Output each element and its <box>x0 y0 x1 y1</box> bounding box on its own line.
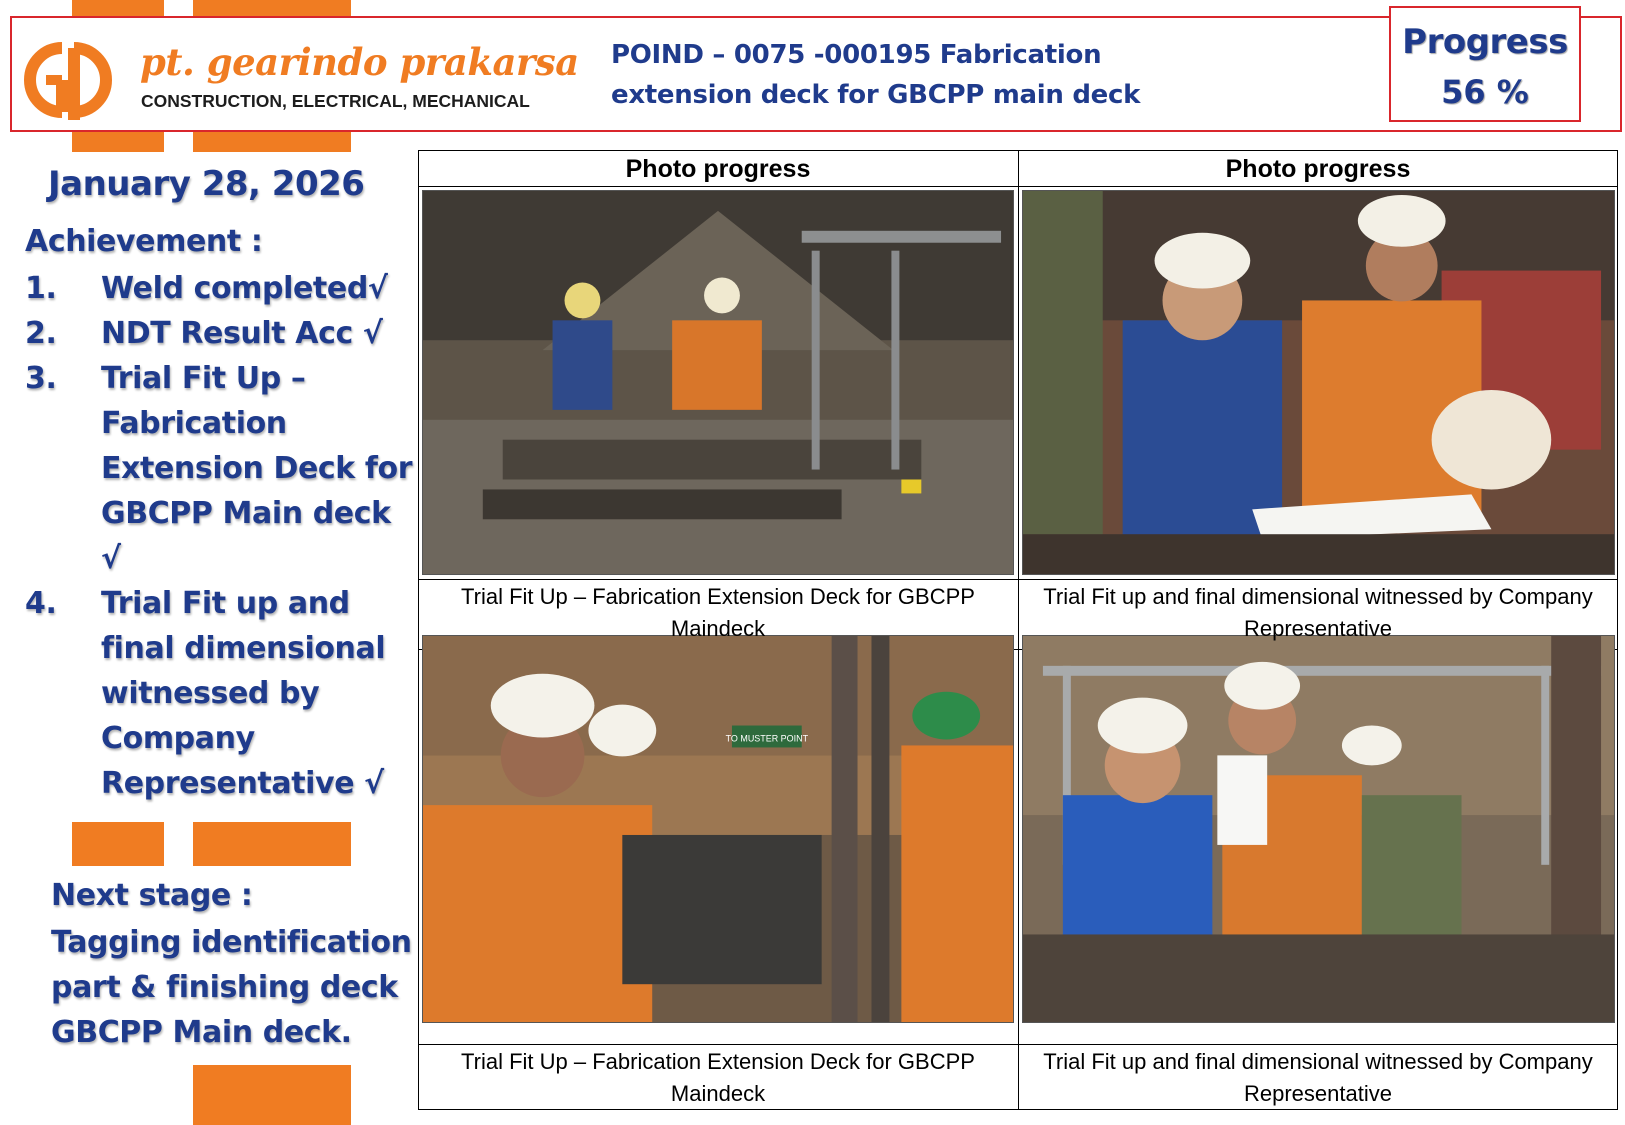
achievement-text: Trial Fit Up – Fabrication Extension Deck for GBCPP Main deck √ <box>101 361 413 576</box>
photo-caption: Trial Fit up and final dimensional witnessed by Company Representative <box>1043 584 1593 641</box>
progress-value: 56 % <box>1441 73 1529 111</box>
achievement-number: 4. <box>25 586 57 621</box>
photo-witness-inspection <box>1022 190 1615 575</box>
company-logo-icon <box>22 40 114 120</box>
achievement-list <box>25 266 415 806</box>
achievement-title: Achievement : <box>25 224 263 259</box>
achievement-item <box>25 581 415 806</box>
photo-trial-fit-up <box>422 635 1014 1023</box>
muster-point-sign: TO MUSTER POINT <box>725 733 809 744</box>
next-stage-title: Next stage : <box>51 878 253 913</box>
achievement-text: NDT Result Acc √ <box>101 316 383 351</box>
company-tagline: CONSTRUCTION, ELECTRICAL, MECHANICAL <box>141 91 530 111</box>
photo-caption: Trial Fit Up – Fabrication Extension Deck for GBCPP Maindeck <box>461 584 975 641</box>
report-date: January 28, 2026 <box>48 164 365 204</box>
photo-caption: Trial Fit Up – Fabrication Extension Deck for GBCPP Maindeck <box>461 1049 975 1106</box>
progress-box <box>1389 6 1581 122</box>
photo-witness-inspection <box>1022 635 1615 1023</box>
company-name: pt. gearindo prakarsa <box>140 40 579 84</box>
report-title-line-1: POIND – 0075 -000195 Fabrication <box>611 40 1102 70</box>
table-divider <box>419 186 1617 187</box>
next-stage-text: Tagging identification part & finishing deck GBCPP Main deck. <box>51 925 412 1050</box>
achievement-number: 2. <box>25 316 57 351</box>
progress-label: Progress <box>1402 22 1568 62</box>
achievement-item <box>25 356 415 581</box>
achievement-item <box>25 311 415 356</box>
achievement-number: 3. <box>25 361 57 396</box>
photo-progress-table <box>418 150 1618 1110</box>
report-title-line-2: extension deck for GBCPP main deck <box>611 80 1141 110</box>
table-divider <box>419 579 1617 580</box>
column-header: Photo progress <box>1225 155 1411 183</box>
column-header: Photo progress <box>625 155 811 183</box>
achievement-text: Trial Fit up and final dimensional witnessed by Company Representative √ <box>101 586 386 801</box>
decor-bar-mid-left <box>72 822 164 866</box>
photo-caption: Trial Fit up and final dimensional witnessed by Company Representative <box>1043 1049 1593 1106</box>
photo-trial-fit-up <box>422 190 1014 575</box>
achievement-text: Weld completed√ <box>101 271 388 306</box>
decor-bar-mid-right <box>193 822 351 866</box>
achievement-item <box>25 266 415 311</box>
decor-bar-bottom <box>193 1065 351 1125</box>
table-divider <box>419 1044 1617 1045</box>
achievement-number: 1. <box>25 271 57 306</box>
